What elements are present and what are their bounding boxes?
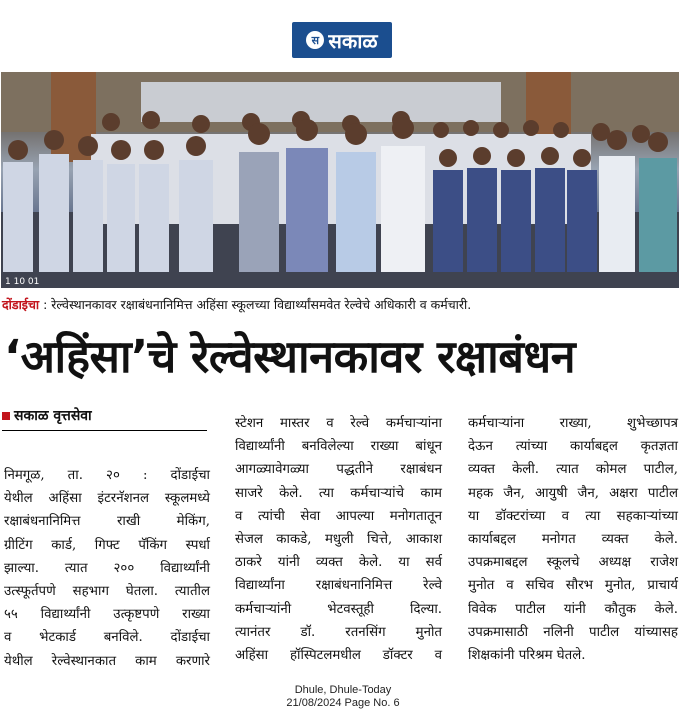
- column-line: उपक्रमाबद्दल स्कूलचे अध्यक्ष राजेश: [468, 555, 678, 571]
- column-line: सेजल काकडे, मधुली चित्ते, आकाश: [235, 532, 442, 548]
- column-line: येथील रेल्वेस्थानकात काम करणारे: [4, 653, 210, 669]
- column-line: निमगूळ, ता. २० : दोंडाईचा: [4, 468, 210, 483]
- byline-rule: [2, 430, 207, 431]
- column-line: ५५ विद्यार्थ्यांनी उत्कृष्टपणे राख्या: [4, 607, 210, 623]
- column-line: रक्षाबंधनानिमित्त राखी मेकिंग,: [4, 514, 210, 530]
- column-line: विद्यार्थ्यांना रक्षाबंधनानिमित्त रेल्वे: [235, 578, 442, 594]
- news-photo: [1, 72, 679, 288]
- column-line: त्यानंतर डॉ. रतनसिंग मुनोत: [235, 624, 442, 640]
- column-line: विद्यार्थ्यांनी बनविलेल्या राख्या बांधून: [235, 439, 442, 455]
- column-line: साजरे केले. त्या कर्मचाऱ्यांचे काम: [235, 485, 442, 501]
- column-line: व्यक्त केली. त्यात कोमल पाटील,: [468, 462, 678, 478]
- photo-timestamp: 1 10 01: [5, 277, 40, 287]
- caption-text: : रेल्वेस्थानकावर रक्षाबंधनानिमित्त अहिंसा स्कूलच्या विद्यार्थ्यांसमवेत रेल्वेचे अधिकारी व कर्मचारी.: [43, 297, 472, 312]
- column-line: या डॉक्टरांच्या व त्या सहकाऱ्यांच्या: [468, 508, 678, 524]
- column-line: देऊन त्यांच्या कार्याबद्दल कृतज्ञता: [468, 439, 678, 455]
- column-line: ग्रीटिंग कार्ड, गिफ्ट पॅकिंग स्पर्धा: [4, 537, 210, 553]
- column-line: कर्मचाऱ्यांनी भेटवस्तूही दिल्या.: [235, 601, 442, 617]
- column-line: व त्यांची सेवा आपल्या मनोगतातून: [235, 508, 442, 524]
- column-line: ठाकरे यांनी व्यक्त केले. या सर्व: [235, 555, 442, 571]
- column-line: येथील अहिंसा इंटरनॅशनल स्कूलमध्ये: [4, 491, 210, 507]
- caption-place: दोंडाईचा: [2, 297, 40, 312]
- column-line: विवेक पाटील यांनी कौतुक केले.: [468, 601, 678, 617]
- footer-date-page: 21/08/2024 Page No. 6: [286, 697, 400, 709]
- photo-caption: [2, 296, 682, 313]
- column-line: उत्स्फूर्तपणे सहभाग घेतला. त्यातील: [4, 584, 210, 600]
- byline-marker-icon: [2, 412, 10, 420]
- group-photo-illustration: [1, 72, 679, 288]
- article-column-2: [235, 412, 442, 667]
- column-line: अहिंसा हॉस्पिटलमधील डॉक्टर व: [235, 648, 442, 664]
- column-line: मुनोत व सचिव सौरभ मुनोत, प्राचार्य: [468, 578, 678, 594]
- newspaper-masthead: [292, 22, 392, 58]
- column-line: महक जैन, आयुषी जैन, अक्षरा पाटील: [468, 485, 678, 501]
- column-line: आगळ्यावेगळ्या पद्धतीने रक्षाबंधन: [235, 462, 442, 478]
- article-column-1: [4, 464, 210, 673]
- column-line: व भेटकार्ड बनविले. दोंडाईचा: [4, 630, 210, 646]
- column-line: शिक्षकांनी परिश्रम घेतले.: [468, 648, 586, 664]
- footer-edition: Dhule, Dhule-Today: [294, 684, 392, 696]
- byline-text: सकाळ वृत्तसेवा: [14, 408, 92, 424]
- sakal-logo-icon: स: [306, 31, 324, 49]
- column-line: झाल्या. त्यात २०० विद्यार्थ्यांनी: [4, 560, 210, 576]
- newspaper-name: सकाळ: [328, 28, 378, 53]
- column-line: स्टेशन मास्तर व रेल्वे कर्मचाऱ्यांना: [235, 416, 442, 431]
- byline: [2, 406, 92, 425]
- column-line: कार्याबद्दल मनोगत व्यक्त केले.: [468, 532, 678, 548]
- article-headline: ‘अहिंसा’चे रेल्वेस्थानकावर रक्षाबंधन: [4, 330, 576, 383]
- column-line: कर्मचाऱ्यांना राख्या, शुभेच्छापत्र: [468, 416, 678, 431]
- article-column-3: [468, 412, 678, 667]
- column-line: उपक्रमासाठी नलिनी पाटील यांच्यासह: [468, 624, 678, 640]
